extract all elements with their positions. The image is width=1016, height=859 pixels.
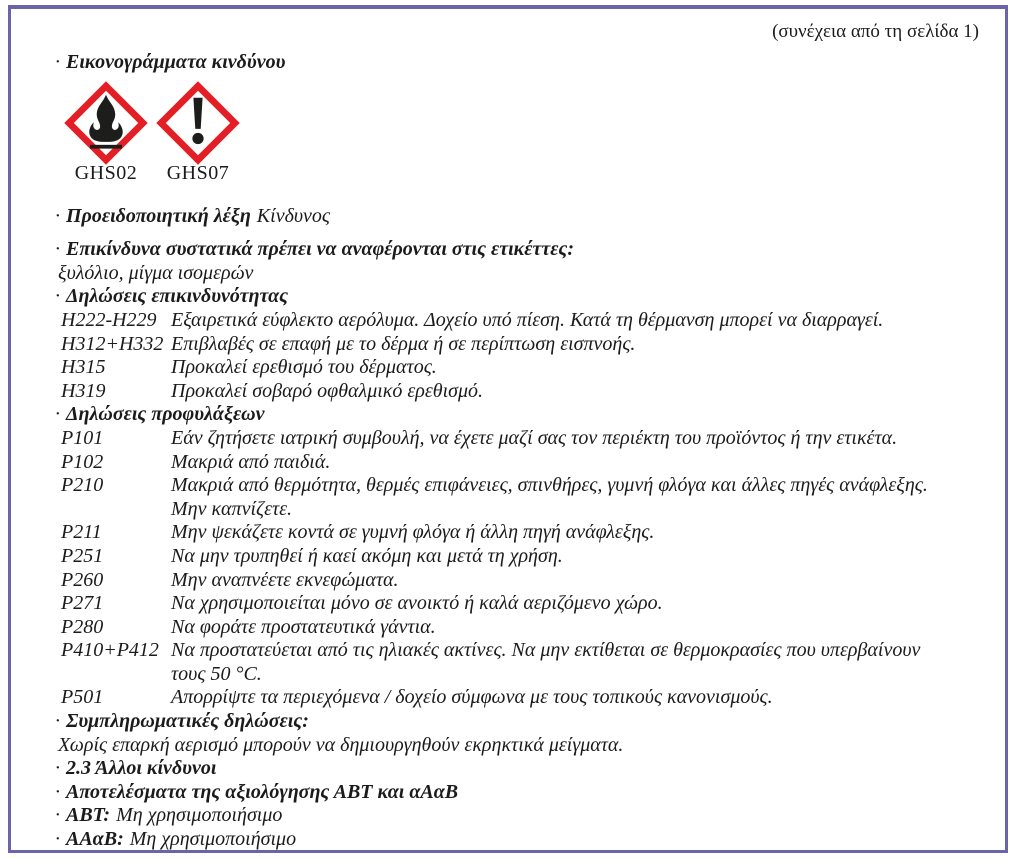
hazard-statements-header-label: Δηλώσεις επικινδυνότητας [66, 285, 289, 308]
precaution-row [55, 592, 981, 616]
pictogram-ghs07-label: GHS07 [166, 161, 230, 184]
hazard-code: H315 [61, 356, 106, 379]
pbt-label: ΑΒΤ: [66, 804, 111, 827]
bullet-marker: · [55, 780, 60, 803]
hazard-text: Εξαιρετικά εύφλεκτο αερόλυμα. Δοχείο υπό πίεση. Κατά τη θέρμανση μπορεί να διαρραγεί. [171, 308, 884, 331]
precaution-text: Μην ψεκάζετε κοντά σε γυμνή φλόγα ή άλλη πηγή ανάφλεξης. [171, 521, 655, 544]
precaution-code: P260 [61, 568, 104, 591]
precaution-row [55, 427, 981, 451]
flame-icon [64, 81, 148, 165]
vpvb-value: Μη χρησιμοποιήσιμο [129, 828, 297, 851]
precaution-text: Να χρησιμοποιείται μόνο σε ανοικτό ή καλά αεριζόμενο χώρο. [171, 592, 663, 615]
precaution-row [55, 639, 981, 663]
pbt-assessment-header [55, 781, 981, 805]
pictogram-ghs07 [155, 81, 241, 184]
pictogram-ghs02-label: GHS02 [74, 161, 138, 184]
other-hazards-header-label: 2.3 Άλλοι κίνδυνοι [66, 757, 217, 780]
hazard-statement-row [55, 309, 981, 333]
precaution-text: Μην αναπνέετε εκνεφώματα. [171, 568, 399, 591]
bullet-marker: · [55, 403, 60, 426]
bullet-marker: · [55, 204, 60, 227]
precaution-code: P410+P412 [61, 639, 159, 662]
precaution-text: Να μην τρυπηθεί ή καεί ακόμη και μετά τη χρήση. [171, 544, 563, 567]
precaution-row [55, 521, 981, 545]
other-hazards-header [55, 757, 981, 781]
pictograms-header-label: Εικονογράμματα κινδύνου [66, 51, 286, 73]
signal-word-label: Προειδοποιητική λέξη [66, 204, 251, 227]
hazard-code: H319 [61, 379, 106, 402]
pbt-result-line [55, 804, 981, 828]
continued-note: (συνέχεια από τη σελίδα 1) [772, 21, 979, 42]
bullet-marker: · [55, 828, 60, 851]
signal-word-value: Κίνδυνος [256, 204, 331, 227]
hazard-code: H312+H332 [61, 332, 164, 355]
precaution-code: P211 [61, 521, 102, 544]
precaution-code: P251 [61, 544, 104, 567]
precaution-code: P102 [61, 450, 104, 473]
precaution-text-continuation: Μην καπνίζετε. [171, 497, 293, 520]
bullet-marker: · [55, 804, 60, 827]
bullet-marker: · [55, 285, 60, 308]
precaution-row [55, 451, 981, 475]
bullet-marker: · [55, 51, 60, 73]
precaution-row [55, 545, 981, 569]
hazard-text: Επιβλαβές σε επαφή με το δέρμα ή σε περίπτωση εισπνοής. [171, 332, 636, 355]
signal-word-line [55, 205, 981, 229]
vpvb-result-line [55, 828, 981, 852]
precaution-row [55, 686, 981, 710]
hazard-text: Προκαλεί ερεθισμό του δέρματος. [171, 356, 437, 379]
supplementary-header-label: Συμπληρωματικές δηλώσεις: [66, 710, 309, 733]
hazard-statement-row [55, 380, 981, 404]
label-components-value: ξυλόλιο, μίγμα ισομερών [58, 261, 254, 284]
precaution-code: P280 [61, 615, 104, 638]
pbt-assessment-header-label: Αποτελέσματα της αξιολόγησης ΑΒΤ και αΑαΒ [66, 780, 459, 803]
precaution-row [55, 569, 981, 593]
precaution-text-continuation: τους 50 °C. [171, 662, 262, 685]
precaution-code: P271 [61, 592, 104, 615]
precaution-text: Να προστατεύεται από τις ηλιακές ακτίνες. Να μην εκτίθεται σε θερμοκρασίες που υπερβαίνουν [171, 639, 921, 662]
hazard-text: Προκαλεί σοβαρό οφθαλμικό ερεθισμό. [171, 379, 484, 402]
precaution-text: Να φοράτε προστατευτικά γάντια. [171, 615, 436, 638]
pbt-value: Μη χρησιμοποιήσιμο [116, 804, 283, 827]
hazard-statement-row [55, 333, 981, 357]
supplementary-header [55, 710, 981, 734]
vpvb-label: ΑΑαΒ: [66, 828, 124, 851]
pictogram-ghs02 [63, 81, 149, 184]
precaution-row [55, 474, 981, 498]
bullet-marker: · [55, 757, 60, 780]
precautionary-statements-header [55, 403, 981, 427]
hazard-statement-row [55, 356, 981, 380]
bullet-marker: · [55, 238, 60, 261]
precaution-text: Μακριά από θερμότητα, θερμές επιφάνειες, σπινθήρες, γυμνή φλόγα και άλλες πηγές ανάφλεξης. [171, 474, 928, 497]
label-components-header-label: Επικίνδυνα συστατικά πρέπει να αναφέρονται στις ετικέττες: [66, 238, 574, 261]
hazard-code: H222-H229 [61, 308, 157, 331]
exclamation-icon [156, 81, 240, 165]
precaution-text: Εάν ζητήσετε ιατρική συμβουλή, να έχετε μαζί σας τον περιέκτη του προϊόντος ή την ετικέτα. [171, 426, 898, 449]
precaution-text: Απορρίψτε τα περιεχόμενα / δοχείο σύμφωνα με τους τοπικούς κανονισμούς. [171, 686, 773, 709]
precautionary-statements-header-label: Δηλώσεις προφυλάξεων [66, 403, 265, 426]
pictogram-row [62, 81, 981, 189]
precaution-code: P101 [61, 426, 104, 449]
precaution-code: P501 [61, 686, 104, 709]
sds-document-frame [8, 5, 1008, 853]
precaution-code: P210 [61, 474, 104, 497]
supplementary-text: Χωρίς επαρκή αερισμό μπορούν να δημιουργηθούν εκρηκτικά μείγματα. [58, 733, 624, 756]
label-components-header [55, 238, 981, 262]
hazard-statements-header [55, 285, 981, 309]
pictograms-header [55, 51, 981, 75]
precaution-row [55, 616, 981, 640]
bullet-marker: · [55, 710, 60, 733]
precaution-text: Μακριά από παιδιά. [171, 450, 331, 473]
